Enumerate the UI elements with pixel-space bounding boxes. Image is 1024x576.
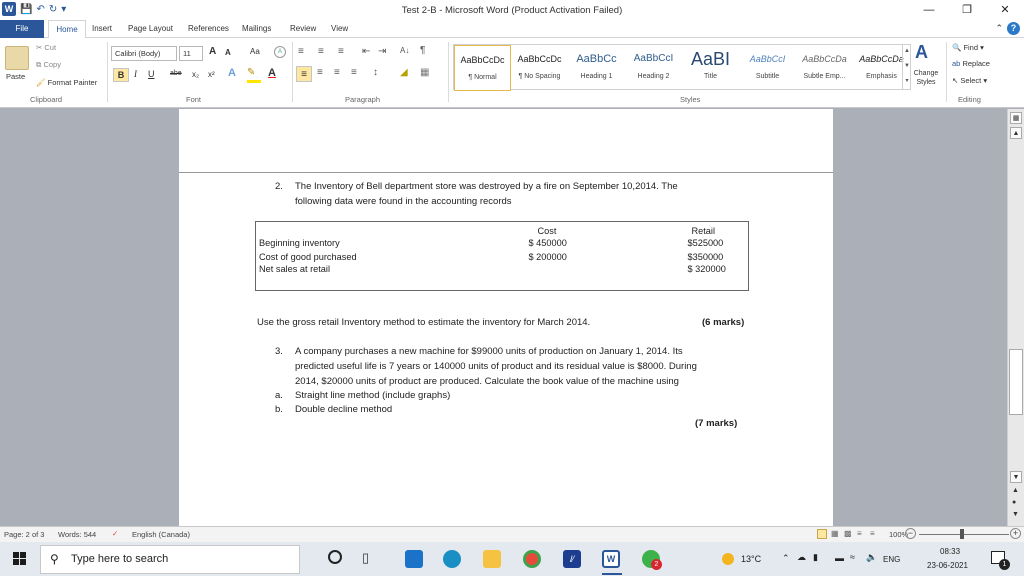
table-cell: Net sales at retail: [259, 264, 330, 274]
styles-group-label: Styles: [680, 95, 701, 104]
next-page-icon[interactable]: ▼: [1012, 511, 1019, 518]
q2-task: Use the gross retail Inventory method to estimate the inventory for March 2014.: [257, 317, 591, 328]
scroll-down-arrow-icon[interactable]: ▼: [1010, 471, 1022, 483]
style-preview: AaBbCcI: [633, 53, 674, 64]
sort-icon[interactable]: A↓: [400, 46, 410, 55]
table-row: [256, 264, 749, 291]
table-cell: $ 450000: [528, 238, 567, 248]
line-spacing-icon[interactable]: ↕: [373, 67, 378, 78]
zoom-level[interactable]: 100%: [889, 530, 909, 539]
web-layout-icon[interactable]: ▩: [844, 529, 852, 538]
vertical-scrollbar[interactable]: [1007, 109, 1024, 526]
strikethrough-button[interactable]: abe: [170, 70, 182, 77]
cortana-icon[interactable]: [328, 550, 342, 564]
change-styles-button[interactable]: Change Styles: [913, 70, 939, 86]
file-explorer-icon[interactable]: [483, 550, 501, 568]
style-name: Emphasis: [866, 73, 897, 80]
replace-icon: ab: [952, 59, 961, 68]
q3-marks: (7 marks): [695, 418, 738, 429]
font-name-select[interactable]: [111, 46, 177, 61]
table-cell: Cost of good purchased: [259, 252, 357, 262]
undo-icon[interactable]: ↶: [36, 3, 45, 15]
clear-formatting-icon[interactable]: A: [274, 46, 286, 58]
paragraph-group-label: Paragraph: [345, 95, 381, 104]
select-label: Select: [960, 76, 982, 85]
highlight-color-bar: [247, 80, 261, 83]
shading-icon[interactable]: ◢: [400, 67, 408, 78]
superscript-button[interactable]: x²: [208, 70, 215, 79]
weather-temp[interactable]: 13°C: [741, 554, 762, 564]
brush-icon: 🖌: [36, 78, 46, 87]
underline-button[interactable]: U: [148, 69, 155, 79]
style-subtle-emphasis[interactable]: [796, 45, 853, 91]
table-header-cell: Retail: [691, 226, 715, 236]
q3-b-label: b.: [275, 404, 283, 415]
decrease-indent-icon[interactable]: ⇤: [362, 46, 371, 57]
style-preview: AaBbCcDc: [460, 55, 505, 65]
document-area: [0, 109, 1007, 526]
minimize-button[interactable]: —: [923, 4, 935, 16]
copy-label: Copy: [43, 60, 61, 69]
font-name-value: Calibri (Body): [115, 49, 161, 58]
style-preview: AaBbCcDc: [517, 54, 562, 64]
close-button[interactable]: ✕: [1000, 4, 1010, 16]
input-language[interactable]: ENG: [883, 555, 901, 564]
search-placeholder: Type here to search: [71, 553, 169, 565]
replace-label: Replace: [962, 59, 990, 68]
help-icon[interactable]: ?: [1007, 22, 1020, 35]
style-preview: AaBbCcDa: [859, 54, 904, 64]
align-center-icon[interactable]: ≡: [317, 67, 323, 78]
q2-number: 2.: [275, 181, 283, 192]
select-button[interactable]: ↖ Select ▾: [952, 76, 988, 85]
style-name: Heading 2: [637, 73, 670, 80]
word-count[interactable]: Words: 544: [58, 530, 97, 539]
notification-count: 1: [999, 559, 1010, 570]
redo-icon[interactable]: ↻: [48, 3, 58, 15]
restore-button[interactable]: ❐: [962, 4, 972, 16]
cut-button[interactable]: [36, 43, 56, 52]
speaker-icon[interactable]: 🔈: [866, 552, 878, 562]
collapse-ribbon-icon[interactable]: ⌃: [995, 23, 1003, 33]
copy-icon: ⧉: [36, 60, 42, 69]
copy-button[interactable]: [36, 60, 61, 70]
tab-references[interactable]: References: [188, 24, 229, 33]
format-painter-button[interactable]: [36, 78, 97, 87]
scroll-thumb[interactable]: [1009, 349, 1023, 415]
tab-review[interactable]: Review: [290, 24, 317, 33]
select-browse-object-icon[interactable]: ●: [1012, 499, 1017, 506]
style-preview: AaBbCcDa: [802, 54, 847, 64]
zoom-in-icon[interactable]: +: [1010, 528, 1021, 539]
cut-label: Cut: [44, 43, 57, 52]
outline-icon[interactable]: ≡: [857, 529, 862, 538]
italic-button[interactable]: I: [134, 69, 137, 79]
full-screen-reading-icon[interactable]: ▦: [831, 529, 839, 538]
q3-b: Double decline method: [295, 404, 393, 415]
subscript-button[interactable]: x₂: [192, 70, 200, 79]
zoom-slider[interactable]: [919, 534, 1009, 535]
clipboard-group-label: Clipboard: [30, 95, 63, 104]
page-counter[interactable]: Page: 2 of 3: [4, 530, 45, 539]
print-layout-icon[interactable]: [817, 529, 827, 539]
table-cell: $525000: [687, 238, 724, 248]
tab-file[interactable]: File: [0, 20, 44, 38]
onedrive-icon[interactable]: ☁: [797, 552, 806, 562]
numbering-icon[interactable]: ≡: [318, 46, 324, 57]
clock-date[interactable]: 23-06-2021: [927, 561, 968, 570]
document-page[interactable]: [179, 109, 833, 526]
q3-a-label: a.: [275, 390, 283, 401]
proofing-icon[interactable]: ✓: [112, 529, 119, 538]
q2-line-2: following data were found in the accounting records: [295, 196, 512, 207]
highlight-icon[interactable]: ✎: [247, 67, 256, 78]
taskbar: [0, 542, 1024, 576]
chrome-icon[interactable]: [523, 550, 541, 568]
draft-icon[interactable]: ≡: [870, 529, 875, 538]
style-normal[interactable]: [454, 45, 511, 91]
cursor-icon: ↖: [952, 76, 959, 85]
styles-scroll[interactable]: ▲ ▼ ▾: [902, 44, 911, 90]
bullets-icon[interactable]: ≡: [298, 46, 304, 57]
q3-line-2: predicted useful life is 7 years or 140000 units of product and its residual value is $8000. During: [295, 361, 697, 372]
table-cell: $ 200000: [528, 252, 567, 262]
editing-group-label: Editing: [958, 95, 981, 104]
style-preview: AaBI: [690, 49, 731, 69]
separator: [946, 42, 947, 102]
taskbar-search-input[interactable]: [40, 545, 300, 574]
tab-mailings[interactable]: Mailings: [242, 24, 272, 33]
styles-gallery: [453, 44, 911, 90]
change-styles-icon[interactable]: A: [915, 42, 928, 62]
inventory-table: [255, 221, 749, 291]
find-label: Find: [963, 43, 979, 52]
usb-icon[interactable]: ▮: [813, 552, 818, 562]
tab-insert[interactable]: Insert: [92, 24, 113, 33]
wifi-icon[interactable]: ≈: [850, 552, 855, 562]
save-icon[interactable]: 💾: [20, 3, 33, 15]
style-heading-1[interactable]: [568, 45, 625, 91]
style-preview: AaBbCcI: [749, 54, 786, 64]
word-taskbar-icon[interactable]: W: [602, 550, 620, 568]
ribbon: [0, 38, 1024, 108]
table-cell: Beginning inventory: [259, 238, 340, 248]
font-group-label: Font: [186, 95, 202, 104]
q2-line-1: The Inventory of Bell department store was destroyed by a fire on September 10,2014. The: [295, 181, 678, 192]
find-button[interactable]: 🔍 Find ▾: [952, 43, 984, 52]
separator: [107, 42, 108, 102]
font-size-select[interactable]: [179, 46, 203, 61]
tab-page-layout[interactable]: Page Layout: [128, 24, 173, 33]
shrink-font-button[interactable]: A: [225, 48, 231, 57]
header-divider: [179, 172, 833, 173]
align-left-button[interactable]: ≡: [296, 66, 312, 82]
format-painter-label: Format Painter: [47, 78, 98, 87]
justify-icon[interactable]: ≡: [351, 67, 357, 78]
bold-button[interactable]: B: [113, 68, 129, 82]
table-row: [256, 250, 749, 264]
table-cell: [526, 264, 666, 291]
search-icon: ⚲: [50, 552, 59, 566]
q3-line-1: A company purchases a new machine for $99000 units of production on January 1, 2014. Its: [295, 346, 683, 357]
borders-icon[interactable]: ▦: [420, 67, 430, 78]
change-case-button[interactable]: Aa: [250, 47, 260, 56]
table-header-row: [256, 222, 749, 237]
battery-icon[interactable]: ▬: [835, 553, 844, 563]
paste-icon[interactable]: [5, 46, 29, 70]
font-color-icon[interactable]: A: [268, 67, 276, 79]
table-cell: $ 320000: [687, 264, 726, 274]
paste-button[interactable]: Paste: [6, 72, 26, 81]
ruler-toggle-icon[interactable]: ▦: [1010, 112, 1022, 124]
zoom-slider-thumb[interactable]: [960, 529, 964, 539]
style-no-spacing[interactable]: [511, 45, 568, 91]
separator: [292, 42, 293, 102]
windows-start-icon[interactable]: [13, 552, 27, 566]
ribbon-tabs: [0, 20, 1024, 38]
show-hidden-icons[interactable]: ⌃: [782, 553, 790, 563]
binoculars-icon: 🔍: [952, 43, 962, 52]
clock-time[interactable]: 08:33: [940, 547, 961, 556]
customize-qat-icon[interactable]: ▾: [61, 3, 67, 15]
q3-number: 3.: [275, 346, 283, 357]
table-header-cell: Cost: [537, 226, 557, 236]
language[interactable]: English (Canada): [132, 530, 190, 539]
q3-a: Straight line method (include graphs): [295, 390, 451, 401]
style-title[interactable]: [682, 45, 739, 91]
style-name: ¶ Normal: [468, 74, 497, 81]
edge-icon[interactable]: [443, 550, 461, 568]
tab-home[interactable]: Home: [48, 20, 86, 39]
q2-marks: (6 marks): [702, 317, 745, 328]
tab-view[interactable]: View: [331, 24, 349, 33]
word-logo-icon: W: [2, 2, 16, 16]
style-heading-2[interactable]: [625, 45, 682, 91]
mail-icon[interactable]: [405, 550, 423, 568]
app-icon[interactable]: /⁄: [563, 550, 581, 568]
separator: [448, 42, 449, 102]
task-view-icon[interactable]: ▯: [362, 550, 370, 565]
zoom-out-icon[interactable]: −: [905, 528, 916, 539]
scroll-up-arrow-icon[interactable]: ▲: [1010, 127, 1022, 139]
font-size-value: 11: [183, 49, 191, 58]
scissors-icon: ✂: [36, 43, 43, 52]
increase-indent-icon[interactable]: ⇥: [378, 46, 387, 57]
q3-line-3: 2014, $20000 units of product are produced. Calculate the book value of the machine using: [295, 376, 679, 387]
table-cell: $350000: [687, 252, 724, 262]
previous-page-icon[interactable]: ▲: [1012, 487, 1019, 494]
window-title: Test 2-B - Microsoft Word (Product Activation Failed): [401, 5, 623, 16]
weather-icon[interactable]: [722, 553, 734, 565]
title-bar: [0, 0, 1024, 20]
replace-button[interactable]: [952, 59, 990, 68]
style-name: Subtitle: [755, 73, 780, 80]
table-row: [256, 236, 749, 250]
style-name: ¶ No Spacing: [518, 73, 561, 80]
style-name: Title: [704, 73, 717, 80]
text-effects-icon[interactable]: A: [228, 67, 236, 79]
table-header-cell: [256, 222, 526, 237]
grow-font-button[interactable]: A: [209, 46, 217, 57]
whatsapp-badge: 2: [651, 559, 662, 570]
multilevel-list-icon[interactable]: ≡: [338, 46, 344, 57]
style-name: Heading 1: [580, 73, 613, 80]
style-preview: AaBbCc: [576, 53, 617, 65]
active-indicator: [602, 573, 622, 575]
style-subtitle[interactable]: [739, 45, 796, 91]
status-bar: [0, 526, 1024, 542]
show-hide-icon[interactable]: ¶: [420, 45, 426, 56]
style-name: Subtle Emp...: [803, 73, 846, 80]
align-right-icon[interactable]: ≡: [334, 67, 340, 78]
